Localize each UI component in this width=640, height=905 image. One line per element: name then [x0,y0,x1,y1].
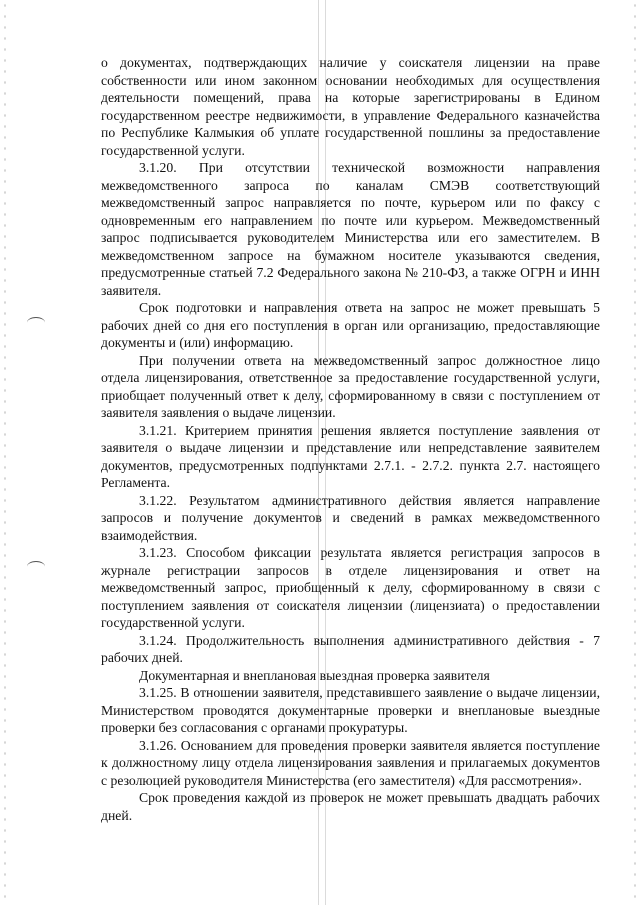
scan-edge-right [632,0,638,905]
binder-hole-mark [27,561,45,572]
binder-hole-mark [27,317,45,328]
section-heading-inspection: Документарная и внеплановая выездная проверка заявителя [139,667,490,683]
paragraph-3-1-24: 3.1.24. Продолжительность выполнения административного действия - 7 рабочих дней. [101,632,600,665]
paragraph-response-deadline: Срок подготовки и направления ответа на запрос не может превышать 5 рабочих дней со дня его поступления в орган или организацию, предоставляющие документы и (или) информацию. [101,300,600,350]
paragraph-3-1-21: 3.1.21. Критерием принятия решения является поступление заявления от заявителя о выдаче лицензии и представление или непредставление заявителем документов, предусмотренных подпунктами 2.7.1. - 2.7.2. пункта 2.7. настоящего Регламента. [101,422,600,490]
paragraph-response-handling: При получении ответа на межведомственный запрос должностное лицо отдела лицензирования, ответственное за предоставление государственной услуги, приобщает полученный ответ к делу, сформированному в связи с поступлением от заявителя заявления о выдаче лицензии. [101,352,600,420]
paragraph-inspection-deadline: Срок проведения каждой из проверок не может превышать двадцать рабочих дней. [101,790,600,823]
paragraph-3-1-25: 3.1.25. В отношении заявителя, представившего заявление о выдаче лицензии, Министерством проводятся документарные проверки и внеплановые выездные проверки без согласования с органами прокуратуры. [101,685,600,735]
scan-edge-left [2,0,8,905]
paragraph-3-1-23: 3.1.23. Способом фиксации результата является регистрация запросов в журнале регистрации запросов в отделе лицензирования и ответ на межведомственный запрос, приобщенный к делу, сформированному в связи с поступлением заявления от соискателя лицензии (лицензиата) о предоставлении государственной услуги. [101,545,600,630]
paragraph-3-1-22: 3.1.22. Результатом административного действия является направление запросов и получение документов и сведений в рамках межведомственного взаимодействия. [101,492,600,543]
paragraph-continuation: о документах, подтверждающих наличие у соискателя лицензии на праве собственности или ином законном основании необходимых для осуществления деятельности помещений, права на которые зарегистрированы в Едином государственном реестре недвижимости, в управление Федерального казначейства по Республике Калмыкия об уплате государственной пошлины за предоставление государственной услуги. [101,55,600,158]
document-body [101,54,600,824]
paragraph-3-1-26: 3.1.26. Основанием для проведения проверки заявителя является поступление к должностному лицу отдела лицензирования заявления и прилагаемых документов с резолюцией руководителя Министерства (его заместителя) «Для рассмотрения». [101,737,600,788]
paragraph-3-1-20: 3.1.20. При отсутствии технической возможности направления межведомственного запроса по каналам СМЭВ соответствующий межведомственный запрос направляется по почте, курьером или по факсу с одновременным его направлением по почте или курьером. Межведомственный запрос подписывается руководителем Министерства или его заместителем. В межведомственном запросе на бумажном носителе указываются сведения, предусмотренные статьей 7.2 Федерального закона № 210-ФЗ, а также ОГРН и ИНН заявителя. [101,160,600,298]
